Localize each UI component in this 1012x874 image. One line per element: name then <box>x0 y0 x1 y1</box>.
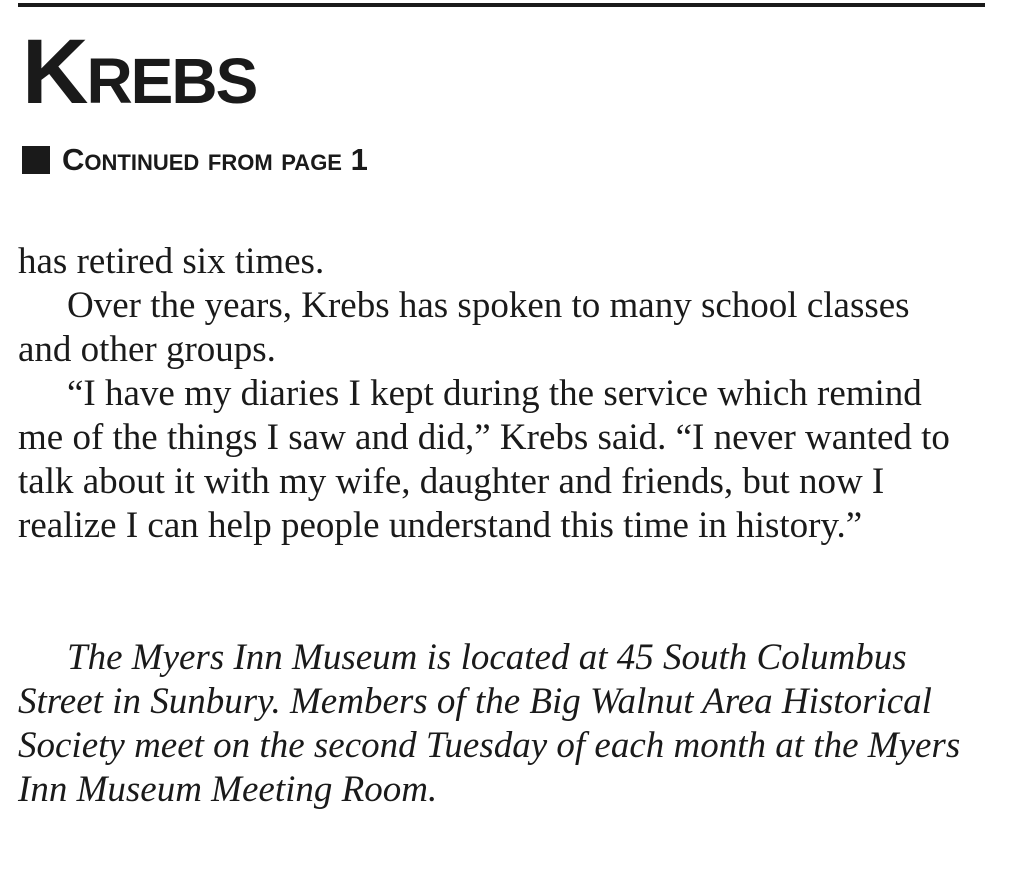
museum-info-tagline: The Myers Inn Museum is located at 45 South Columbus Street in Sunbury. Members of the Big Walnut Area Historical Society meet on the second Tuesday of each month at the Myers Inn Museum Meeting Room. <box>18 637 961 810</box>
top-rule <box>18 3 985 7</box>
paragraph-3: “I have my diaries I kept during the service which remind me of the things I saw and did,” Krebs said. “I never wanted to talk about it with my wife, daughter and friends, but now I realize I can help people understand this time in history.” <box>18 373 950 546</box>
square-bullet-icon <box>22 146 50 174</box>
headline: Krebs <box>22 21 257 123</box>
paragraph-2: Over the years, Krebs has spoken to many school classes and other groups. <box>18 285 910 370</box>
continued-from-line <box>22 144 368 175</box>
paragraph-1: has retired six times. <box>18 241 325 282</box>
article-body <box>18 240 968 548</box>
continued-from-label: Continued from page 1 <box>62 142 368 177</box>
